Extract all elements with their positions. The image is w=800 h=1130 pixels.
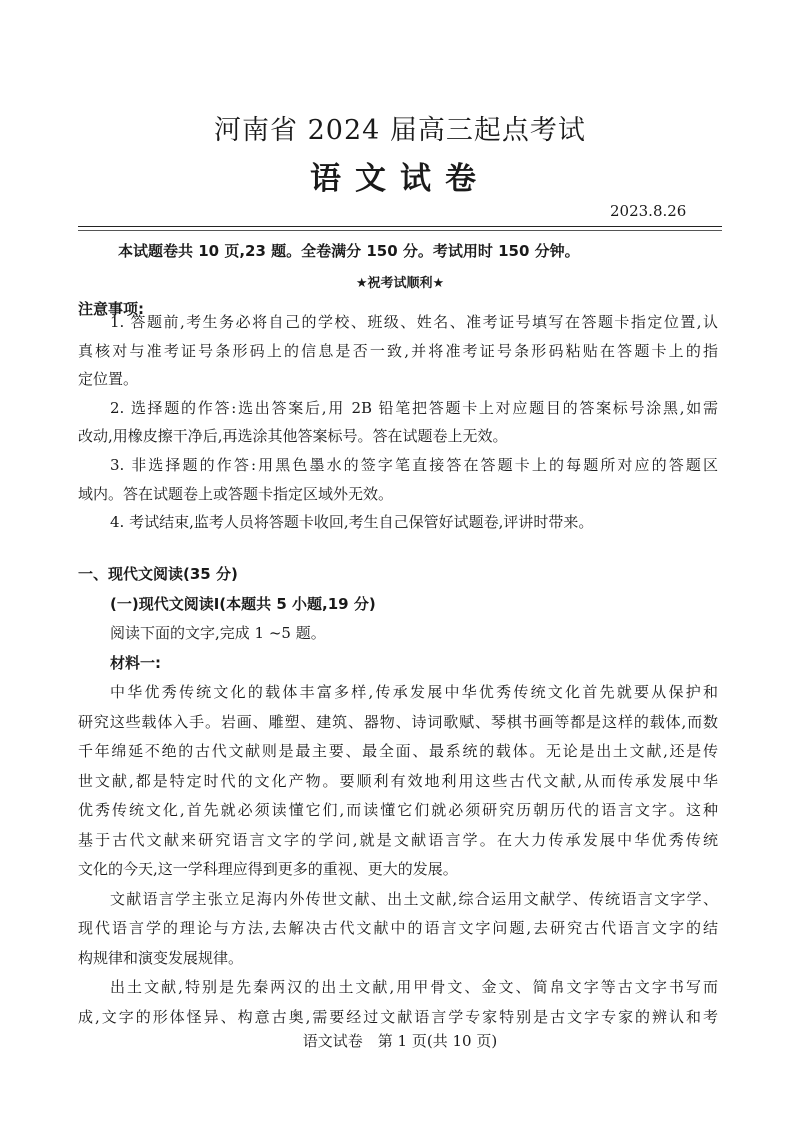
notice-list xyxy=(78,308,718,537)
text-line: 研究这些载体入手。岩画、雕塑、建筑、器物、诗词歌赋、琴棋书画等都是这样的载体,而数 xyxy=(78,712,718,731)
notice-line: 域内。答在试题卷上或答题卡指定区域外无效。 xyxy=(78,484,394,503)
notice-line: 改动,用橡皮擦干净后,再选涂其他答案标号。答在试题卷上无效。 xyxy=(78,427,508,446)
notice-line: 2. 选择题的作答:选出答案后,用 2B 铅笔把答题卡上对应题目的答案标号涂黑,如需 xyxy=(110,398,718,417)
notice-line: 定位置。 xyxy=(78,370,139,389)
text-line: 出土文献,特别是先秦两汉的出土文献,用甲骨文、金文、简帛文字等古文字书写而 xyxy=(110,978,718,996)
notice-line: 真核对与准考证号条形码上的信息是否一致,并将准考证号条形码粘贴在答题卡上的指 xyxy=(78,341,718,360)
text-line: 文化的今天,这一学科理应得到更多的重视、更大的发展。 xyxy=(78,860,458,878)
text-line: 优秀传统文化,首先就必须读懂它们,而读懂它们就必须研究历朝历代的语言文字。这种 xyxy=(78,801,718,819)
text-line: 基于古代文献来研究语言文字的学问,就是文献语言学。在大力传承发展中华优秀传统 xyxy=(78,830,718,849)
text-line: 文献语言学主张立足海内外传世文献、出土文献,综合运用文献学、传统语言文字学、 xyxy=(110,889,718,908)
text-line: 千年绵延不绝的古代文献则是最主要、最全面、最系统的载体。无论是出土文献,还是传 xyxy=(78,742,718,760)
text-line: 阅读下面的文字,完成 1 ~5 题。 xyxy=(110,624,326,642)
text-line: 材料一: xyxy=(110,653,161,672)
notice-title: 注意事项: xyxy=(78,300,144,318)
text-line: 中华优秀传统文化的载体丰富多样,传承发展中华优秀传统文化首先就要从保护和 xyxy=(110,683,718,701)
good-luck-line: ★祝考试顺利★ xyxy=(355,276,445,291)
text-line: 世文献,都是特定时代的文化产物。要顺利有效地利用这些古代文献,从而传承发展中华 xyxy=(78,771,718,790)
text-line: (一)现代文阅读Ⅰ(本题共 5 小题,19 分) xyxy=(110,594,376,613)
exam-subject: 语文试卷 xyxy=(310,161,490,197)
notice-line: 1. 答题前,考生务必将自己的学校、班级、姓名、准考证号填写在答题卡指定位置,认 xyxy=(110,313,718,331)
header-divider-thin xyxy=(78,230,722,231)
exam-info: 本试题卷共 10 页,23 题。全卷满分 150 分。考试用时 150 分钟。 xyxy=(118,242,580,260)
page-footer: 语文试卷 第 1 页(共 10 页) xyxy=(302,1032,498,1050)
header-divider xyxy=(78,226,722,227)
exam-title: 河南省 2024 届高三起点考试 xyxy=(214,115,586,146)
reading-section xyxy=(78,560,718,1032)
text-line: 构规律和演变发展规律。 xyxy=(78,948,244,967)
text-line: 一、现代文阅读(35 分) xyxy=(78,565,238,583)
notice-line: 3. 非选择题的作答:用黑色墨水的签字笔直接答在答题卡上的每题所对应的答题区 xyxy=(110,455,718,474)
notice-line: 4. 考试结束,监考人员将答题卡收回,考生自己保管好试题卷,评讲时带来。 xyxy=(110,513,594,532)
exam-date: 2023.8.26 xyxy=(610,202,687,220)
text-line: 现代语言学的理论与方法,去解决古代文献中的语言文字问题,去研究古代语言文字的结 xyxy=(78,919,718,937)
text-line: 成,文字的形体怪异、构意古奥,需要经过文献语言学专家特别是古文字专家的辨认和考 xyxy=(78,1007,718,1026)
